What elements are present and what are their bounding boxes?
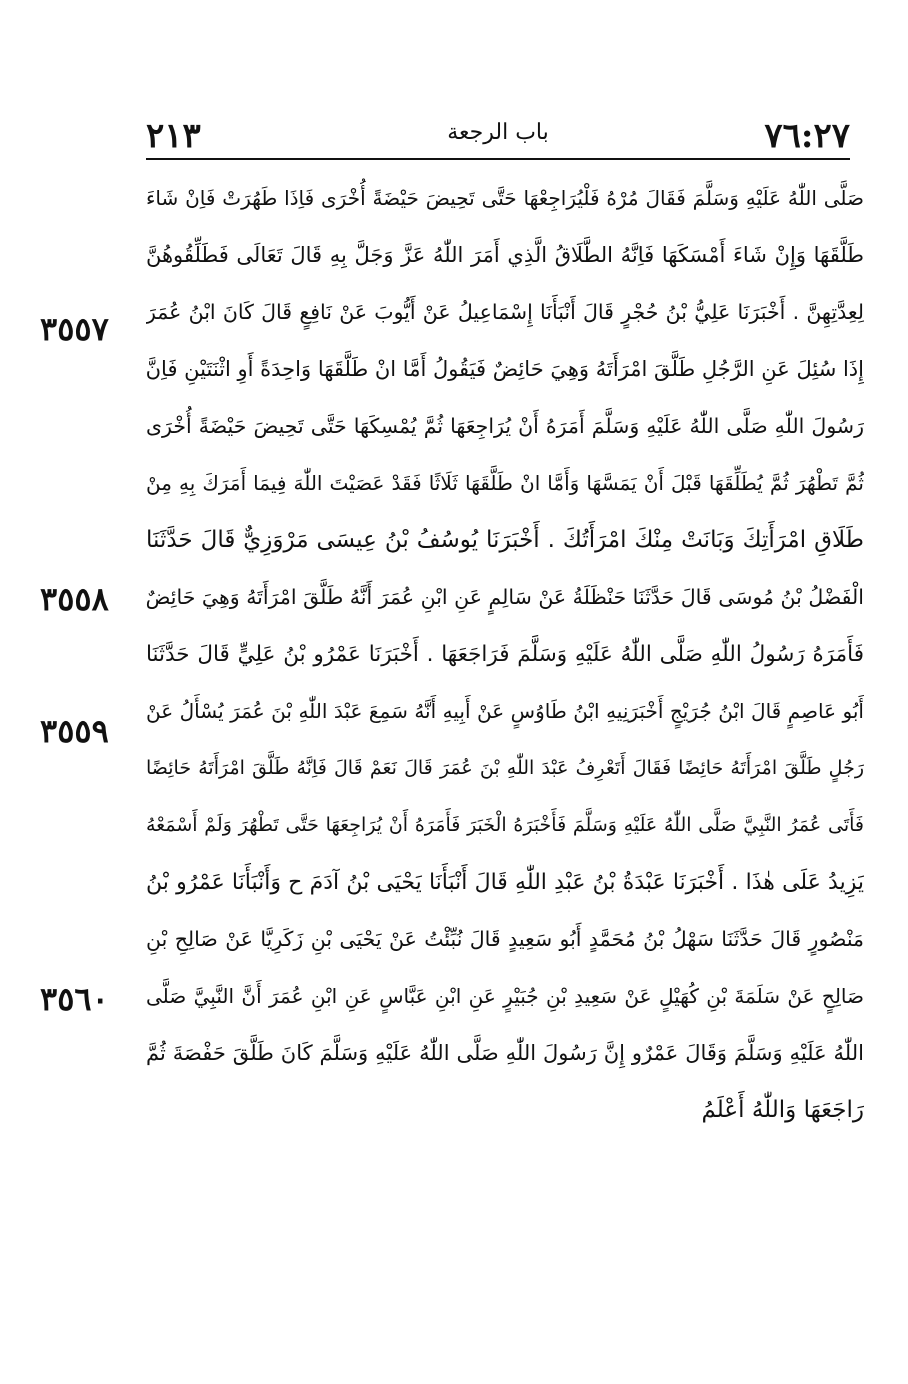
text-line: رَجُلٍ طَلَّقَ امْرَأَتَهُ حَائِضًا فَقَالَ أَتَعْرِفُ عَبْدَ اللّٰهِ بْنَ عُمَرَ قَالَ نَعَمْ قَالَ فَاِنَّهُ طَلَّقَ امْرَأَتَهُ حَائِضًا — [146, 757, 864, 779]
text-line: ثُمَّ تَطْهُرَ ثُمَّ يُطَلِّقَهَا قَبْلَ أَنْ يَمَسَّهَا وَأَمَّا انْ طَلَّقَهَا ثَلَاثًا فَقَدْ عَصَيْتَ اللّٰهَ فِيمَا أَمَرَكَ بِهِ مِنْ — [146, 471, 864, 495]
text-line: الْفَضْلُ بْنُ مُوسَى قَالَ حَدَّثَنَا حَنْظَلَةُ عَنْ سَالِمٍ عَنِ ابْنِ عُمَرَ أَنَّهُ طَلَّقَ امْرَأَتَهُ وَهِيَ حَائِضٌ — [146, 585, 864, 609]
text-line: أَبُو عَاصِمٍ قَالَ ابْنُ جُرَيْجٍ أَخْبَرَنِيهِ ابْنُ طَاوُسٍ عَنْ أَبِيهِ أَنَّهُ سَمِعَ عَبْدَ اللّٰهِ بْنَ عُمَرَ يُسْأَلُ عَنْ — [146, 699, 864, 723]
text-line: يَزِيدُ عَلَى هٰذَا . أَخْبَرَنَا عَبْدَةُ بْنُ عَبْدِ اللّٰهِ قَالَ أَنْبَأَنَا يَحْيَى بْنُ آدَمَ ح وَأَنْبَأَنَا عَمْرُو بْنُ — [146, 870, 864, 895]
text-line: اللّٰهُ عَلَيْهِ وَسَلَّمَ وَقَالَ عَمْرٌو إِنَّ رَسُولَ اللّٰهِ صَلَّى اللّٰهُ عَلَيْهِ وَسَلَّمَ كَانَ طَلَّقَ حَفْصَةَ ثُمَّ — [146, 1041, 864, 1065]
text-line: فَأَتَى عُمَرُ النَّبِيَّ صَلَّى اللّٰهُ عَلَيْهِ وَسَلَّمَ فَأَخْبَرَهُ الْخَبَرَ فَأَمَرَهُ أَنْ يُرَاجِعَهَا حَتَّى تَطْهُرَ وَلَمْ أَسْمَعْهُ — [146, 814, 864, 836]
text-line: لِعِدَّتِهِنَّ . أَخْبَرَنَا عَلِيُّ بْنُ حُجْرٍ قَالَ أَنْبَأَنَا إِسْمَاعِيلُ عَنْ أَيُّوبَ عَنْ نَافِعٍ قَالَ كَانَ ابْنُ عُمَرَ — [146, 300, 864, 324]
hadith-number-3559: ٣٥٥٩ — [40, 712, 109, 750]
text-line: فَأَمَرَهُ رَسُولُ اللّٰهِ صَلَّى اللّٰهُ عَلَيْهِ وَسَلَّمَ فَرَاجَعَهَا . أَخْبَرَنَا عَمْرُو بْنُ عَلِيٍّ قَالَ حَدَّثَنَا — [146, 642, 864, 667]
chapter-title: باب الرجعة — [447, 120, 549, 145]
text-line: رَسُولَ اللّٰهِ صَلَّى اللّٰهُ عَلَيْهِ وَسَلَّمَ أَمَرَهُ أَنْ يُرَاجِعَهَا ثُمَّ يُمْسِكَهَا حَتَّى تَحِيضَ حَيْضَةً أُخْرَى — [146, 414, 864, 438]
reference-number: ٧٦:٢٧ — [764, 116, 850, 156]
hadith-number-3558: ٣٥٥٨ — [40, 580, 109, 618]
text-line: طَلَّقَهَا وَإِنْ شَاءَ أَمْسَكَهَا فَاِنَّهُ الطَّلَاقُ الَّذِي أَمَرَ اللّٰهُ عَزَّ وَجَلَّ بِهِ قَالَ تَعَالَى فَطَلِّقُوهُنَّ — [146, 243, 864, 267]
page-header — [146, 110, 850, 158]
text-line: رَاجَعَهَا وَاللّٰهُ أَعْلَمُ — [701, 1097, 864, 1123]
text-line: مَنْصُورٍ قَالَ حَدَّثَنَا سَهْلُ بْنُ مُحَمَّدٍ أَبُو سَعِيدٍ قَالَ نُبِّئْتُ عَنْ يَحْيَى بْنِ زَكَرِيَّا عَنْ صَالِحِ بْنِ — [146, 927, 864, 951]
text-line: طَلَاقِ امْرَأَتِكَ وَبَانَتْ مِنْكَ امْرَأَتُكَ . أَخْبَرَنَا يُوسُفُ بْنُ عِيسَى مَرْوَزِيٌّ قَالَ حَدَّثَنَا — [146, 527, 864, 553]
text-line: إِذَا سُئِلَ عَنِ الرَّجُلِ طَلَّقَ امْرَأَتَهُ وَهِيَ حَائِضٌ فَيَقُولُ أَمَّا انْ طَلَّقَهَا وَاحِدَةً أَوِ اثْنَتَيْنِ فَاِنَّ — [146, 357, 864, 381]
text-line: صَلَّى اللّٰهُ عَلَيْهِ وَسَلَّمَ فَقَالَ مُرْهُ فَلْيُرَاجِعْهَا حَتَّى تَحِيضَ حَيْضَةً أُخْرَى فَاِذَا طَهُرَتْ فَاِنْ شَاءَ — [146, 186, 864, 210]
header-rule — [146, 158, 850, 160]
body-text — [146, 170, 864, 1139]
page-number: ٢١٣ — [146, 116, 201, 156]
hadith-number-3557: ٣٥٥٧ — [40, 310, 109, 348]
text-line: صَالِحٍ عَنْ سَلَمَةَ بْنِ كُهَيْلٍ عَنْ سَعِيدِ بْنِ جُبَيْرٍ عَنِ ابْنِ عَبَّاسٍ عَنِ ابْنِ عُمَرَ أَنَّ النَّبِيَّ صَلَّى — [146, 984, 864, 1008]
hadith-number-3560: ٣٥٦٠ — [40, 980, 109, 1018]
